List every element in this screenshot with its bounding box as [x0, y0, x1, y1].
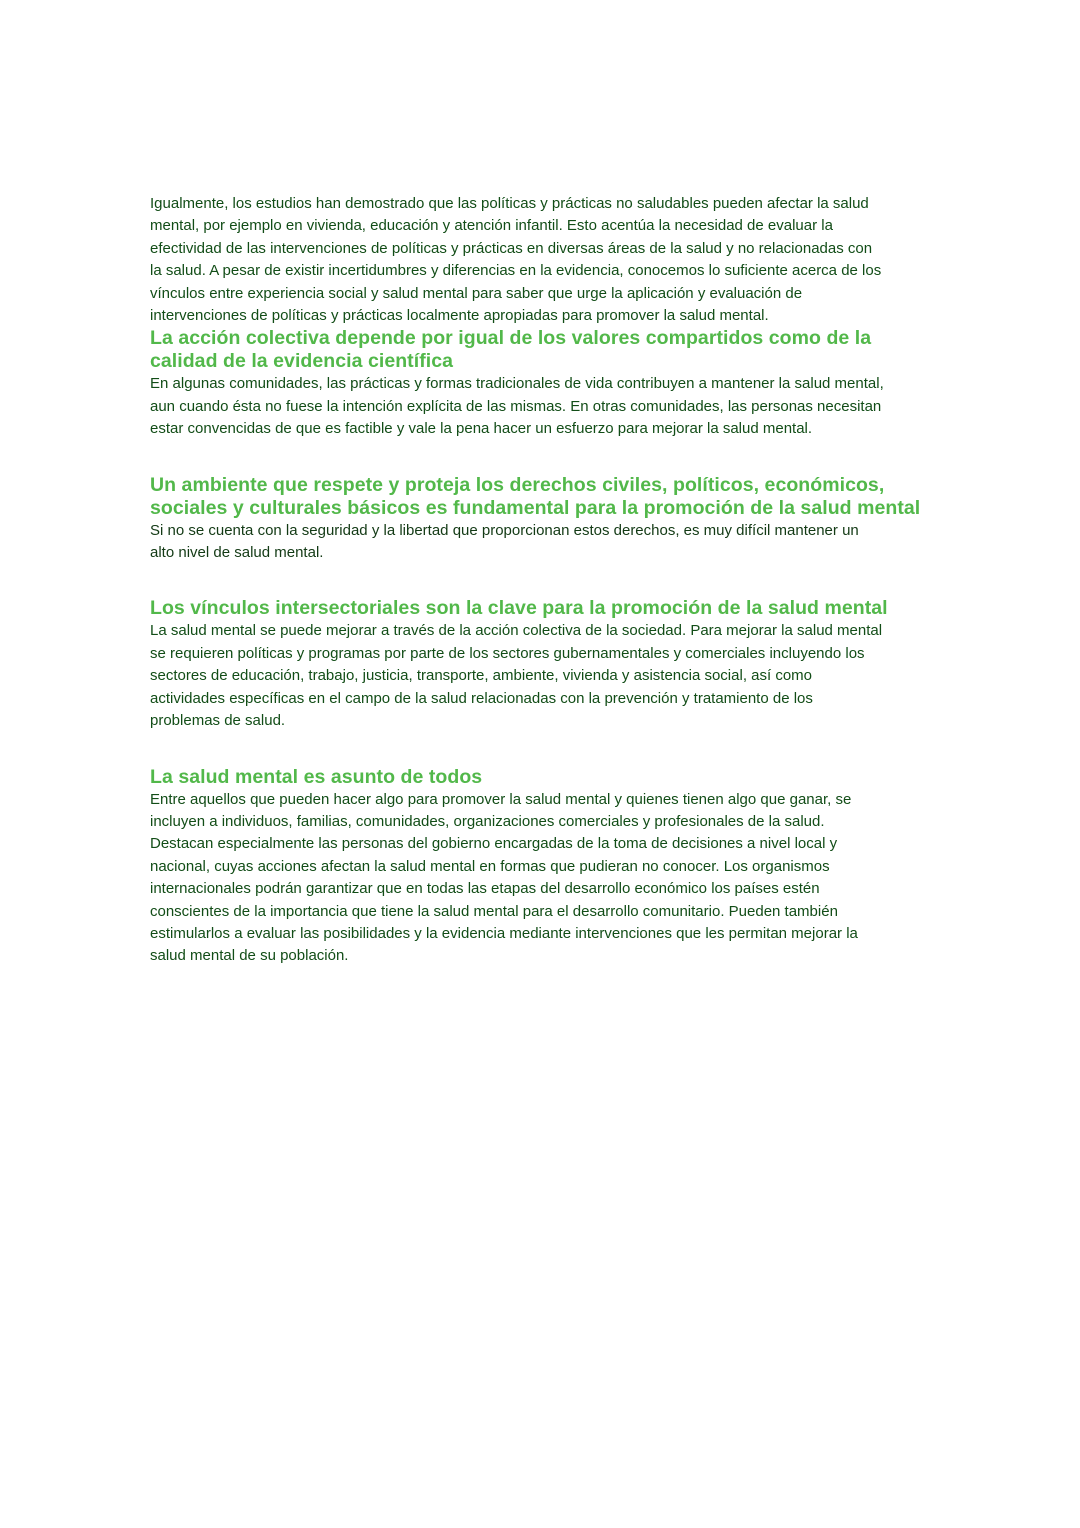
section-paragraph: [150, 789, 935, 968]
heading-line: calidad de la evidencia científica: [150, 350, 453, 373]
text-line: incluyen a individuos, familias, comunidades, organizaciones comerciales y profesionales de la salud.: [150, 812, 825, 830]
section-intersectoral: [150, 597, 935, 732]
text-line: la salud. A pesar de existir incertidumbres y diferencias en la evidencia, conocemos lo suficiente acerca de los: [150, 262, 882, 280]
text-line: actividades específicas en el campo de la salud relacionadas con la prevención y tratamiento de los: [150, 689, 813, 707]
text-line: vínculos entre experiencia social y salud mental para saber que urge la aplicación y evaluación de: [150, 284, 803, 302]
text-line: problemas de salud.: [150, 712, 286, 730]
heading-line: Los vínculos intersectoriales son la clave para la promoción de la salud mental: [150, 597, 888, 620]
section-heading: [150, 597, 935, 620]
document-page: [150, 193, 935, 1001]
text-line: efectividad de las intervenciones de políticas y prácticas en diversas áreas de la salud y no relacionadas con: [150, 239, 873, 257]
section-heading: [150, 327, 935, 373]
section-rights: [150, 474, 935, 565]
section-paragraph: [150, 520, 935, 565]
text-line: Si no se cuenta con la seguridad y la libertad que proporcionan estos derechos, es muy difícil mantener un: [150, 521, 859, 539]
text-line: La salud mental se puede mejorar a través de la acción colectiva de la sociedad. Para mejorar la salud mental: [150, 622, 883, 640]
text-line: estar convencidas de que es factible y vale la pena hacer un esfuerzo para mejorar la salud mental.: [150, 420, 813, 438]
text-line: salud mental de su población.: [150, 947, 349, 965]
heading-line: La salud mental es asunto de todos: [150, 765, 483, 788]
text-line: nacional, cuyas acciones afectan la salud mental en formas que pudieran no conocer. Los organismos: [150, 857, 830, 875]
intro-paragraph: [150, 193, 935, 327]
text-line: conscientes de la importancia que tiene la salud mental para el desarrollo comunitario. Pueden también: [150, 902, 838, 920]
heading-line: Un ambiente que respete y proteja los derechos civiles, políticos, económicos,: [150, 473, 885, 496]
section-heading: [150, 766, 935, 789]
text-line: alto nivel de salud mental.: [150, 544, 324, 562]
text-line: Entre aquellos que pueden hacer algo para promover la salud mental y quienes tienen algo que ganar, se: [150, 790, 852, 808]
section-paragraph: [150, 373, 935, 440]
text-line: Igualmente, los estudios han demostrado que las políticas y prácticas no saludables pueden afectar la salud: [150, 195, 869, 212]
text-line: En algunas comunidades, las prácticas y formas tradicionales de vida contribuyen a mantener la salud mental,: [150, 375, 884, 393]
heading-line: sociales y culturales básicos es fundamental para la promoción de la salud mental: [150, 496, 921, 519]
section-heading: [150, 474, 935, 520]
text-line: Destacan especialmente las personas del gobierno encargadas de la toma de decisiones a nivel local y: [150, 835, 838, 853]
text-line: aun cuando ésta no fuese la intención explícita de las mismas. En otras comunidades, las personas necesitan: [150, 397, 882, 415]
text-line: intervenciones de políticas y prácticas localmente apropiadas para promover la salud mental.: [150, 307, 769, 325]
section-collective-action: [150, 327, 935, 440]
section-everyone: [150, 766, 935, 968]
text-line: sectores de educación, trabajo, justicia, transporte, ambiente, vivienda y asistencia social, así como: [150, 667, 813, 685]
text-line: estimularlos a evaluar las posibilidades y la evidencia mediante intervenciones que les permitan mejorar la: [150, 924, 858, 942]
text-line: se requieren políticas y programas por parte de los sectores gubernamentales y comerciales incluyendo los: [150, 644, 865, 662]
heading-line: La acción colectiva depende por igual de los valores compartidos como de la: [150, 327, 872, 350]
text-line: internacionales podrán garantizar que en todas las etapas del desarrollo económico los países estén: [150, 880, 820, 898]
section-paragraph: [150, 620, 935, 732]
text-line: mental, por ejemplo en vivienda, educación y atención infantil. Esto acentúa la necesidad de evaluar la: [150, 217, 833, 235]
